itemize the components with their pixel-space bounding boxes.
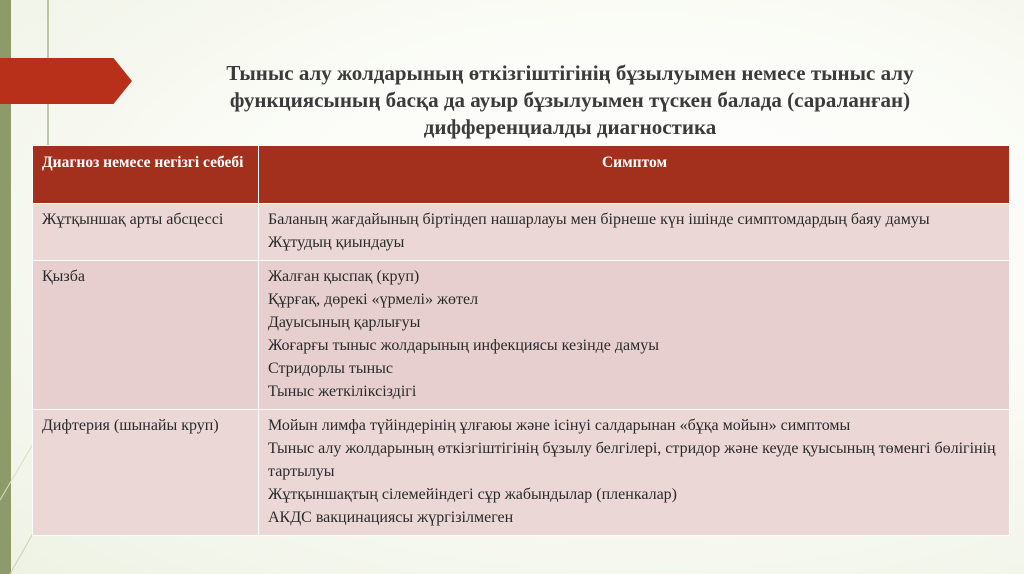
symptom-line: Жалған қыспақ (круп) [268,268,420,285]
cause-text: Жұтқыншақ арты абсцессі [42,211,224,228]
cause-cell [33,204,259,261]
header-diagnosis: Диагноз немесе негізгі себебі [33,146,259,204]
diagnosis-table [32,145,1010,536]
cause-cell [33,261,259,410]
table-row [33,261,1010,410]
cause-text: Дифтерия (шынайы круп) [42,417,219,434]
header-symptom: Симптом [259,146,1010,204]
accent-arrow-shape [0,58,132,104]
symptom-cell [259,261,1010,410]
table-row [33,410,1010,536]
symptom-cell [259,204,1010,261]
symptom-line: Жоғарғы тыныс жолдарының инфекциясы кезінде дамуы [268,337,660,354]
symptom-line: Құрғақ, дөрекі «үрмелі» жөтел [268,291,479,308]
symptom-line: Мойын лимфа түйіндерінің ұлғаюы және ісінуі салдарынан «бұқа мойын» симптомы [268,417,851,434]
symptom-line: Стридорлы тыныс [268,360,394,377]
symptom-line: Жұтқыншақтың сілемейіндегі сұр жабындылар (пленкалар) [268,486,678,503]
symptom-line: Баланың жағдайының біртіндеп нашарлауы мен бірнеше күн ішінде симптомдардың баяу дамуы [268,211,930,228]
table-header-row [33,146,1010,204]
symptom-line: Дауысының қарлығуы [268,314,421,331]
symptom-cell [259,410,1010,536]
table-row [33,204,1010,261]
cause-text: Қызба [42,268,85,285]
symptom-line: Тыныс алу жолдарының өткізгіштігінің бұзылу белгілері, стридор және кеуде қуысының төменгі бөлігінің тартылуы [268,440,996,480]
symptom-line: Жұтудың қиындауы [268,234,405,251]
symptom-line: Тыныс жеткіліксіздігі [268,383,417,400]
symptom-line: АКДС вакцинациясы жүргізілмеген [268,509,514,526]
slide-title: Тыныс алу жолдарының өткізгіштігінің бұзылуымен немесе тыныс алу функциясының басқа да ауыр бұзылуымен түскен балада (сараланған) дифференциалды диагностика [226,61,914,139]
cause-cell [33,410,259,536]
